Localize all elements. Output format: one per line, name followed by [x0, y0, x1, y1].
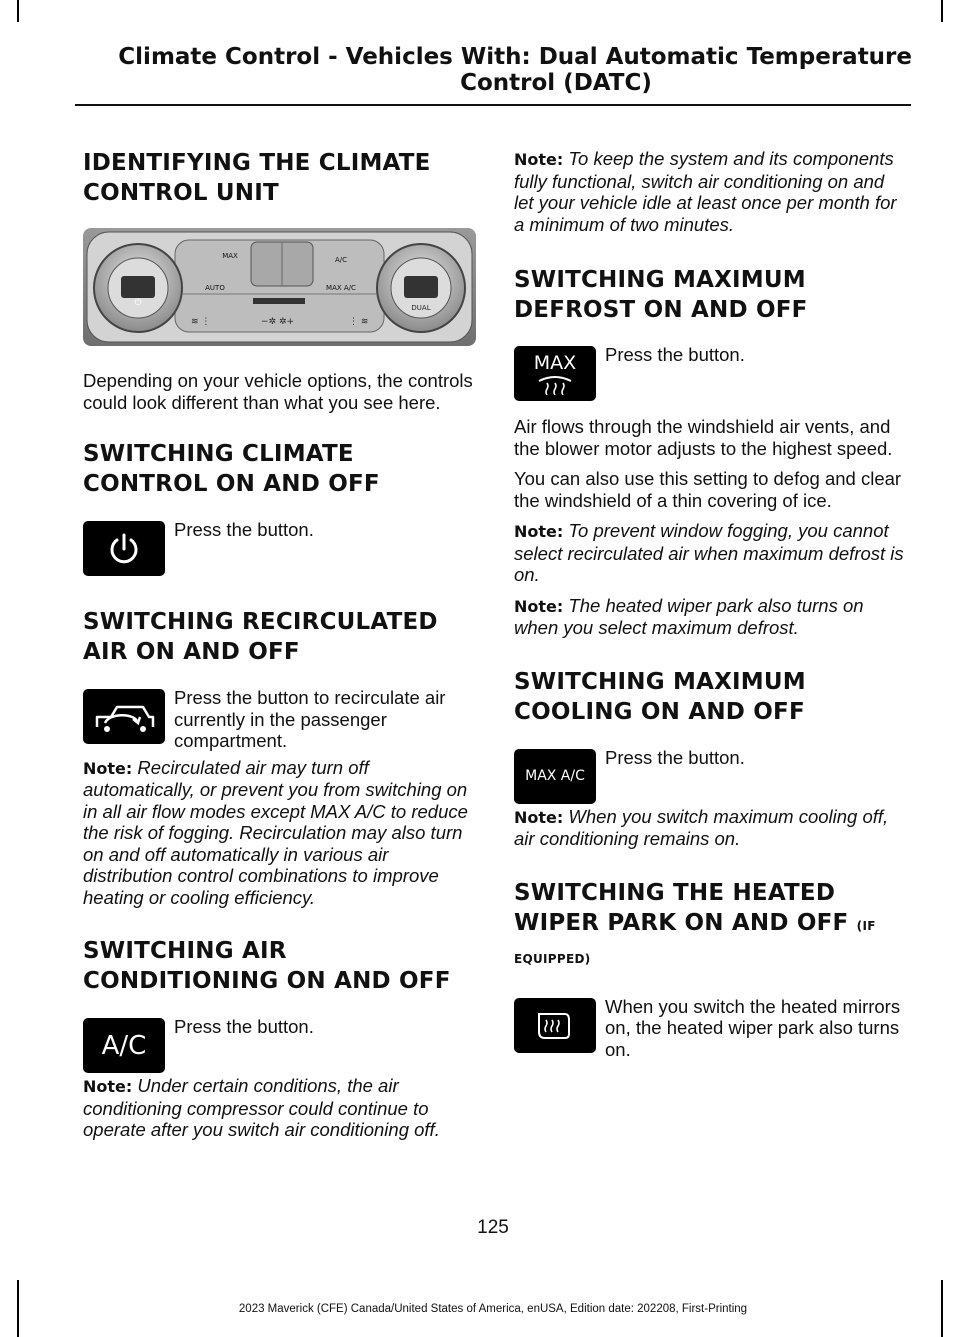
right-column — [514, 148, 906, 1060]
identify-body-text: Depending on your vehicle options, the controls could look different than what you see here. — [83, 370, 473, 413]
max-defrost-body2: You can also use this setting to defog and clear the windshield of a thin covering of ice. — [514, 468, 902, 511]
max-defrost-body1: Air flows through the windshield air vents, and the blower motor adjusts to the highest speed. — [514, 416, 893, 459]
panel-label-dual: DUAL — [411, 304, 431, 312]
panel-label-max: MAX — [222, 252, 238, 260]
panel-label-auto: AUTO — [205, 284, 225, 292]
section-heading-max-cooling: SWITCHING MAXIMUM COOLING ON AND OFF — [514, 668, 806, 725]
keep-functional-note: Note: To keep the system and its components fully functional, switch air conditioning on and let your vehicle idle at least once per month for a minimum of two minutes. — [514, 148, 897, 235]
recirculation-icon — [87, 697, 161, 737]
max-cooling-note: Note: When you switch maximum cooling off, air conditioning remains on. — [514, 805, 889, 849]
section-heading-wiper-park: SWITCHING THE HEATED WIPER PARK ON AND OFF (IF EQUIPPED) — [514, 879, 876, 966]
section-heading-ac: SWITCHING AIR CONDITIONING ON AND OFF — [83, 938, 451, 994]
svg-text:⏻: ⏻ — [134, 298, 142, 308]
defrost-icon — [535, 373, 575, 395]
crop-mark-top-left — [17, 0, 19, 22]
header-divider — [75, 104, 911, 106]
footer-edition-text: 2023 Maverick (CFE) Canada/United States of America, enUSA, Edition date: 202208, First-Printing — [238, 1303, 748, 1315]
section-heading-recirc: SWITCHING RECIRCULATED AIR ON AND OFF — [83, 609, 438, 665]
page-number: 125 — [477, 1217, 509, 1238]
header-title-line1: Climate Control - Vehicles With: Dual Automatic Temperature — [118, 44, 912, 70]
max-defrost-row — [514, 344, 906, 402]
climate-panel-illustration — [83, 228, 476, 346]
left-column — [83, 140, 475, 1141]
wiper-park-text: When you switch the heated mirrors on, the heated wiper park also turns on. — [605, 995, 901, 1060]
section-heading-identify: IDENTIFYING THE CLIMATE CONTROL UNIT — [83, 150, 431, 206]
climate-onoff-text: Press the button. — [174, 519, 314, 540]
max-defrost-icon-label: MAX — [533, 351, 577, 374]
climate-control-panel-image — [83, 228, 476, 346]
recirculation-button-icon[interactable] — [83, 689, 165, 744]
ac-row — [83, 1016, 475, 1074]
ac-icon-label: A/C — [101, 1030, 147, 1061]
recirc-note: Note: Recirculated air may turn off automatically, or prevent you from switching on in all air flow modes except MAX A/C to reduce the risk of fogging. Recirculation may also turn on and off automatically in various air distribution control combinations to improve heating or cooling efficiency. — [83, 756, 468, 908]
header-title-line2: Control (DATC) — [460, 70, 652, 96]
max-ac-icon-label: MAX A/C — [525, 768, 585, 784]
ac-text: Press the button. — [174, 1016, 314, 1037]
panel-label-ac: A/C — [334, 256, 348, 264]
heated-mirror-icon — [535, 1008, 575, 1042]
wiper-park-row — [514, 996, 906, 1061]
svg-text:≋ ⋮: ≋ ⋮ — [191, 317, 211, 327]
section-heading-max-defrost: SWITCHING MAXIMUM DEFROST ON AND OFF — [514, 267, 808, 323]
max-defrost-button-icon[interactable] — [514, 346, 596, 401]
max-defrost-text: Press the button. — [605, 344, 745, 365]
section-heading-climate-onoff: SWITCHING CLIMATE CONTROL ON AND OFF — [83, 441, 380, 497]
panel-label-max-ac: MAX A/C — [326, 284, 356, 292]
max-ac-button-icon[interactable] — [514, 749, 596, 804]
svg-text:⋮ ≋: ⋮ ≋ — [349, 317, 369, 327]
ac-note: Note: Under certain conditions, the air conditioning compressor could continue to operate after you switch air conditioning off. — [83, 1075, 440, 1140]
climate-onoff-row — [83, 519, 475, 577]
page-header-title — [80, 44, 912, 96]
heated-mirror-button-icon[interactable] — [514, 998, 596, 1053]
ac-button-icon[interactable] — [83, 1018, 165, 1073]
max-defrost-note2: Note: The heated wiper park also turns on when you select maximum defrost. — [514, 594, 864, 638]
max-cooling-row — [514, 747, 906, 805]
power-icon — [104, 529, 144, 569]
recirc-row — [83, 687, 475, 752]
svg-text:−✲ ✲+: −✲ ✲+ — [261, 317, 295, 327]
crop-mark-top-right — [941, 0, 943, 22]
max-defrost-note1: Note: To prevent window fogging, you cannot select recirculated air when maximum defrost is on. — [514, 520, 904, 585]
recirc-text: Press the button to recirculate air currently in the passenger compartment. — [174, 687, 446, 751]
max-cooling-text: Press the button. — [605, 746, 745, 768]
power-button-icon[interactable] — [83, 521, 165, 576]
